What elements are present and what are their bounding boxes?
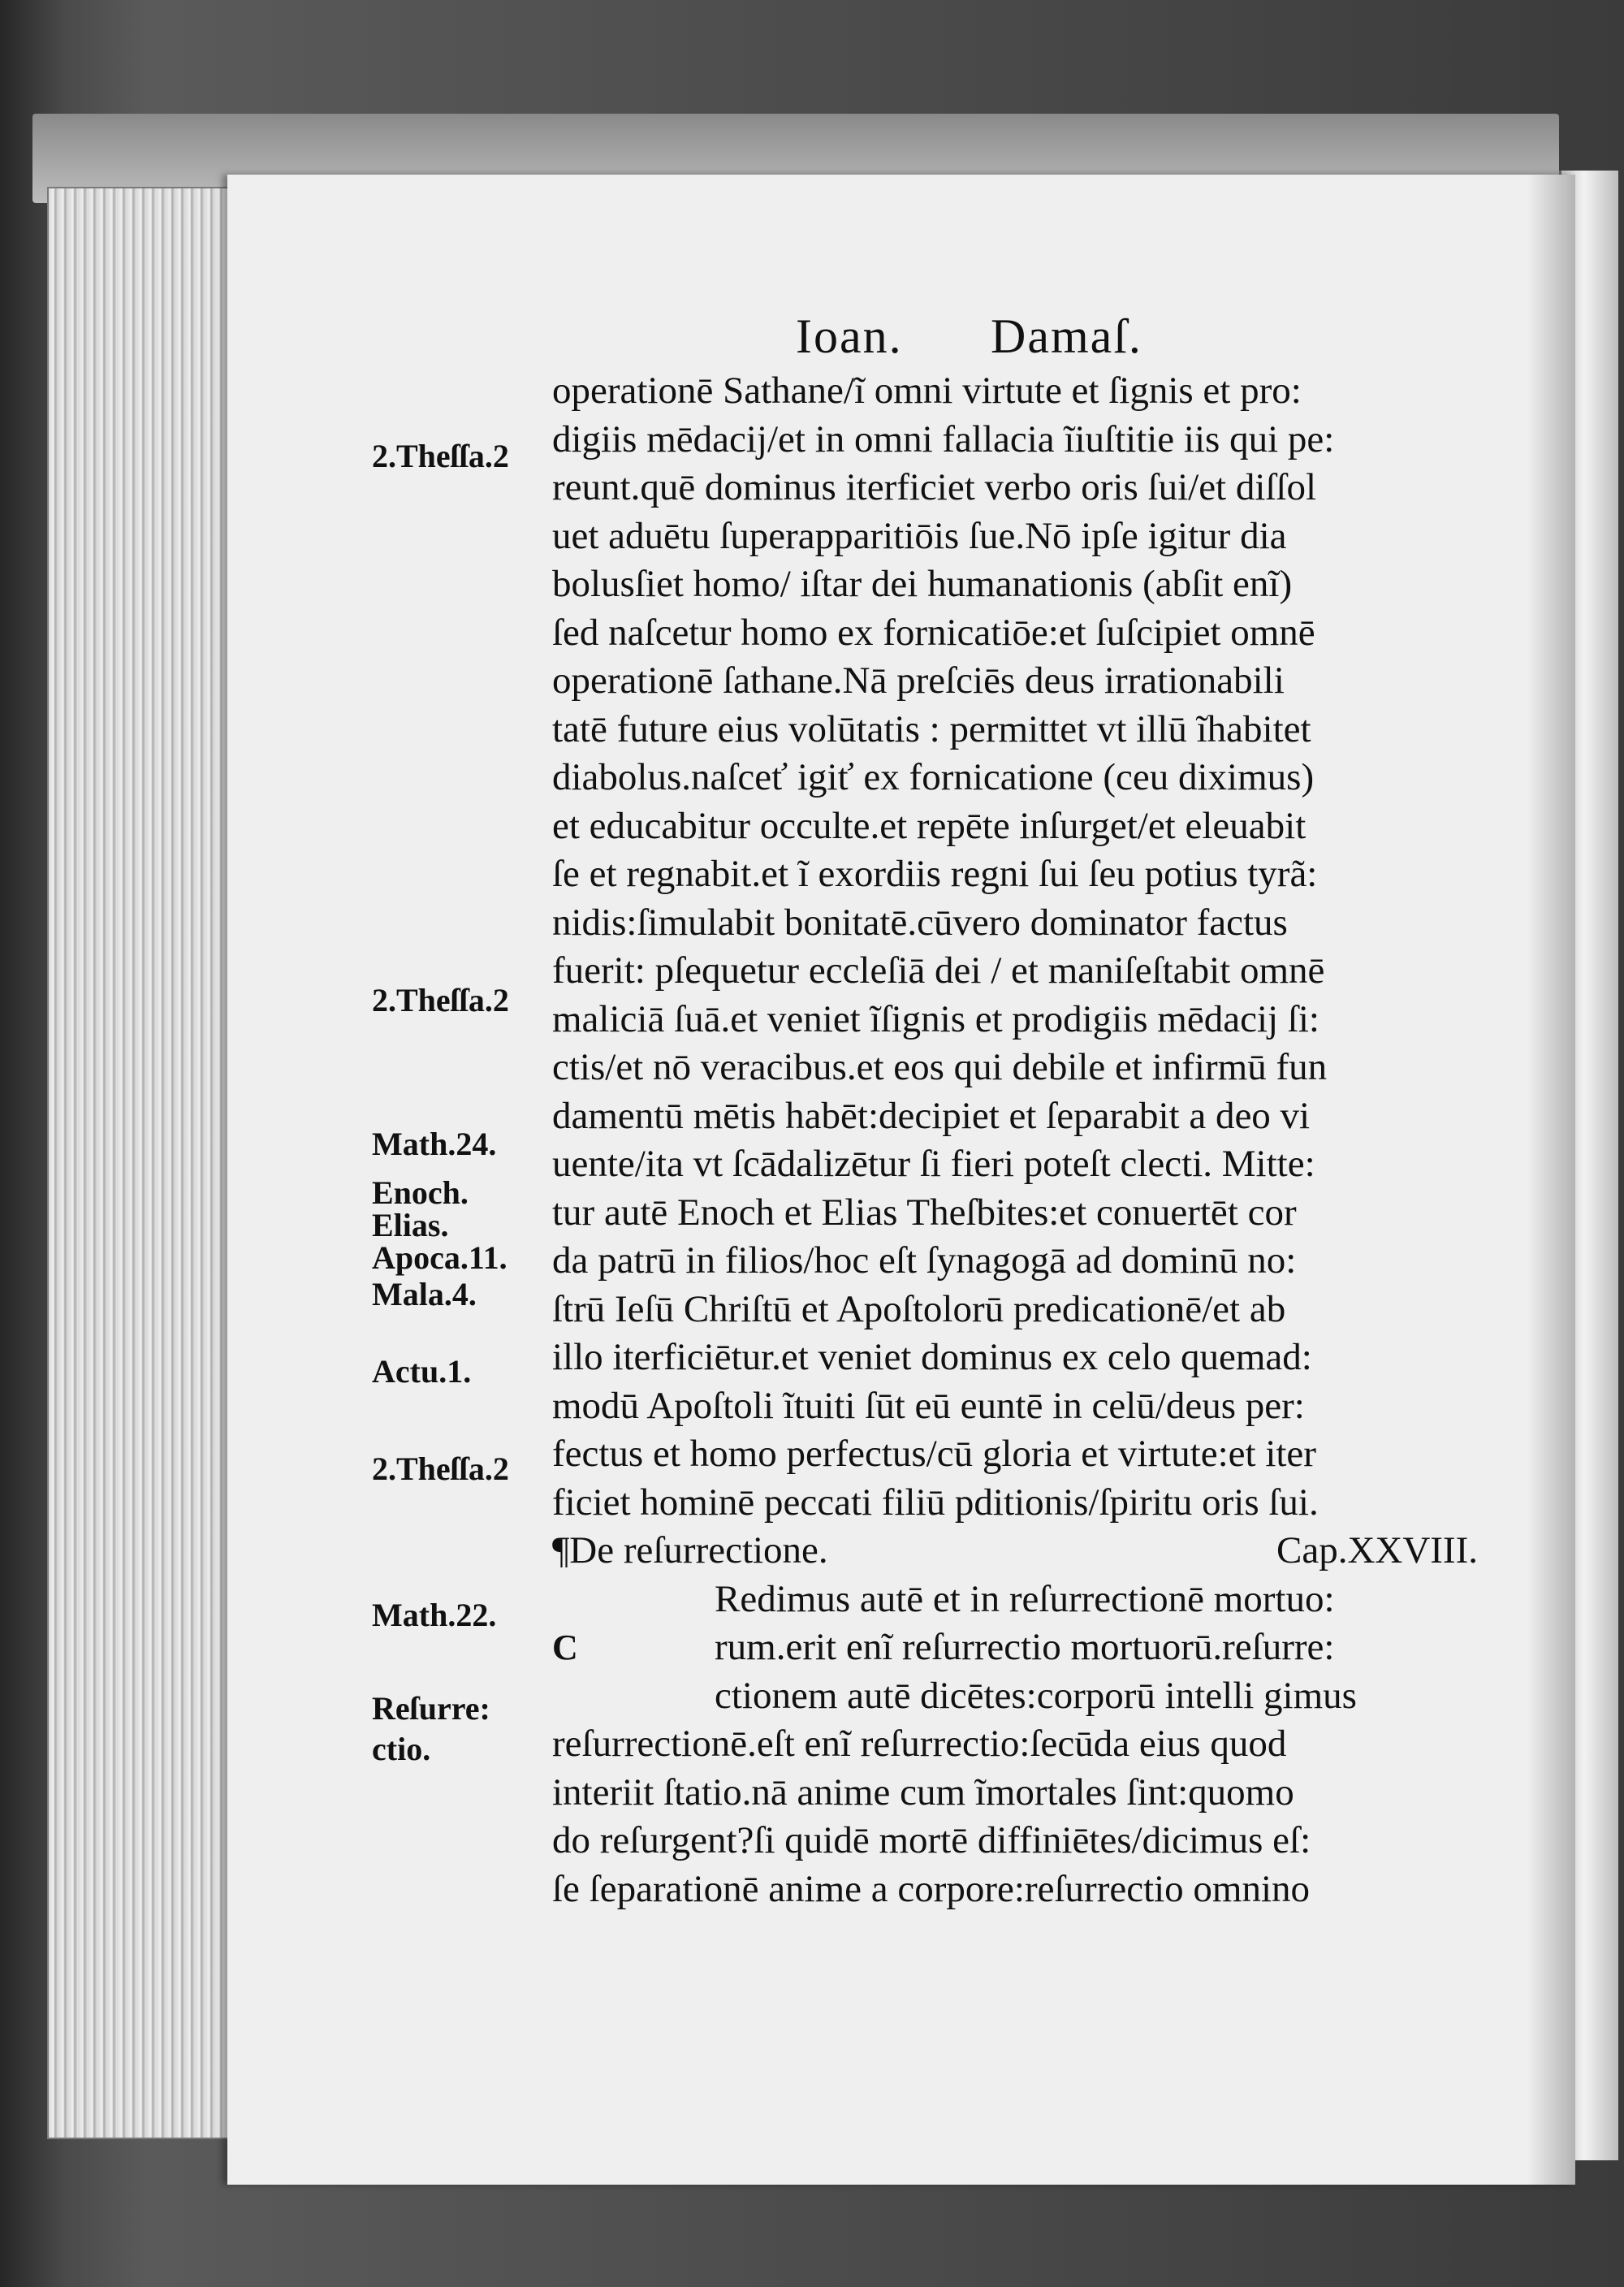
initial-letter: C: [552, 1628, 578, 1667]
text-line-content: ctionem autē dicētes:corporū intelli gimus: [715, 1674, 1357, 1717]
text-line: illo iterficiētur.et veniet dominus ex celo quemad:: [552, 1336, 1312, 1378]
margin-note: 2.Theſſa.2: [372, 1450, 509, 1487]
text-line: maliciā ſuā.et veniet ĩſignis et prodigiis mēdacij ſi:: [552, 997, 1320, 1040]
text-line: fectus et homo perfectus/cū gloria et virtute:et iter: [552, 1433, 1316, 1475]
text-line: [552, 1623, 1478, 1672]
text-line-content: Redimus autē et in reſurrectionē mortuo:: [715, 1577, 1335, 1620]
text-line: ſtrū Ieſū Chriſtū et Apoſtolorū predicationē/et ab: [552, 1287, 1286, 1330]
margin-note: Elias.: [372, 1207, 449, 1243]
text-line: da patrū in filios/hoc eſt ſynagogā ad dominū no:: [552, 1239, 1297, 1282]
margin-note: Actu.1.: [372, 1353, 472, 1390]
text-line-content: rum.erit enĩ reſurrectio mortuorū.reſurre:: [715, 1626, 1335, 1668]
margin-note: Reſurre:: [372, 1690, 490, 1727]
text-line: bolusſiet homo/ iſtar dei humanationis (abſit enĩ): [552, 563, 1293, 605]
text-line: damentū mētis habēt:decipiet et ſeparabit a deo vi: [552, 1094, 1311, 1137]
text-line: uet aduētu ſuperapparitiōis ſue.Nō ipſe igitur dia: [552, 514, 1287, 557]
margin-note: Enoch.: [372, 1174, 469, 1211]
chapter-heading: [552, 1527, 1478, 1576]
text-line: et educabitur occulte.et repēte inſurget/et eleuabit: [552, 804, 1307, 847]
running-head-title: Damaſ.: [991, 309, 1142, 363]
text-line: [552, 1576, 1478, 1624]
margin-note: Math.22.: [372, 1597, 497, 1633]
page-stack-edges: [47, 187, 253, 2139]
text-line: do reſurgent?ſi quidē mortē diffiniētes/dicimus eſ:: [552, 1819, 1311, 1861]
margin-note: Apoca.11.: [372, 1239, 508, 1276]
page-gutter: [1527, 175, 1575, 2185]
text-line: [552, 1672, 1478, 1721]
text-line: nidis:ſimulabit bonitatē.cūvero dominator factus: [552, 901, 1288, 944]
text-line: reunt.quē dominus iterficiet verbo oris ſui/et diſſol: [552, 466, 1317, 508]
chapter-title: ¶De reſurrectione.: [552, 1529, 828, 1572]
text-line: operationē ſathane.Nā preſciēs deus irrationabili: [552, 659, 1285, 702]
text-line: modū Apoſtoli ĩtuiti ſūt eū euntē in celū/deus per:: [552, 1384, 1305, 1427]
margin-note: Math.24.: [372, 1126, 497, 1162]
text-line: ſe ſeparationē anime a corpore:reſurrectio omnino: [552, 1867, 1311, 1910]
text-line: ctis/et nō veracibus.et eos qui debile et infirmū fun: [552, 1046, 1328, 1088]
text-line: uente/ita vt ſcādalizētur ſi fieri poteſt clecti. Mitte:: [552, 1143, 1315, 1185]
text-line: reſurrectionē.eſt enĩ reſurrectio:ſecūda eius quod: [552, 1723, 1287, 1765]
margin-note: 2.Theſſa.2: [372, 982, 509, 1018]
text-line: ſe et regnabit.et ĩ exordiis regni ſui ſeu potius tyrã:: [552, 853, 1318, 895]
margin-note: Mala.4.: [372, 1276, 477, 1312]
text-line: tur autē Enoch et Elias Theſbites:et conuertēt cor: [552, 1191, 1297, 1234]
text-line: digiis mēdacij/et in omni fallacia ĩiuſtitie iis qui pe:: [552, 417, 1335, 460]
main-text: [552, 367, 1478, 1913]
text-line: interiit ſtatio.nā anime cum ĩmortales ſint:quomo: [552, 1770, 1294, 1814]
margin-note: ctio.: [372, 1731, 431, 1767]
margin-note: 2.Theſſa.2: [372, 438, 509, 474]
text-line: fuerit: pſequetur eccleſiā dei / et maniſeſtabit omnē: [552, 949, 1325, 992]
chapter-number: Cap.XXVIII.: [1276, 1529, 1478, 1572]
text-line: tatē future eius volūtatis : permittet vt illū ĩhabitet: [552, 707, 1311, 750]
text-line: operationē Sathane/ĩ omni virtute et ſignis et pro:: [552, 370, 1302, 412]
running-head-author: Ioan.: [796, 309, 903, 363]
text-line: ficiet hominē peccati filiū pditionis/ſpiritu oris ſui.: [552, 1481, 1319, 1524]
text-line: diabolus.naſceť igiť ex fornicatione (ceu diximus): [552, 756, 1315, 798]
text-line: ſed naſcetur homo ex fornicatiōe:et ſuſcipiet omnē: [552, 611, 1315, 654]
